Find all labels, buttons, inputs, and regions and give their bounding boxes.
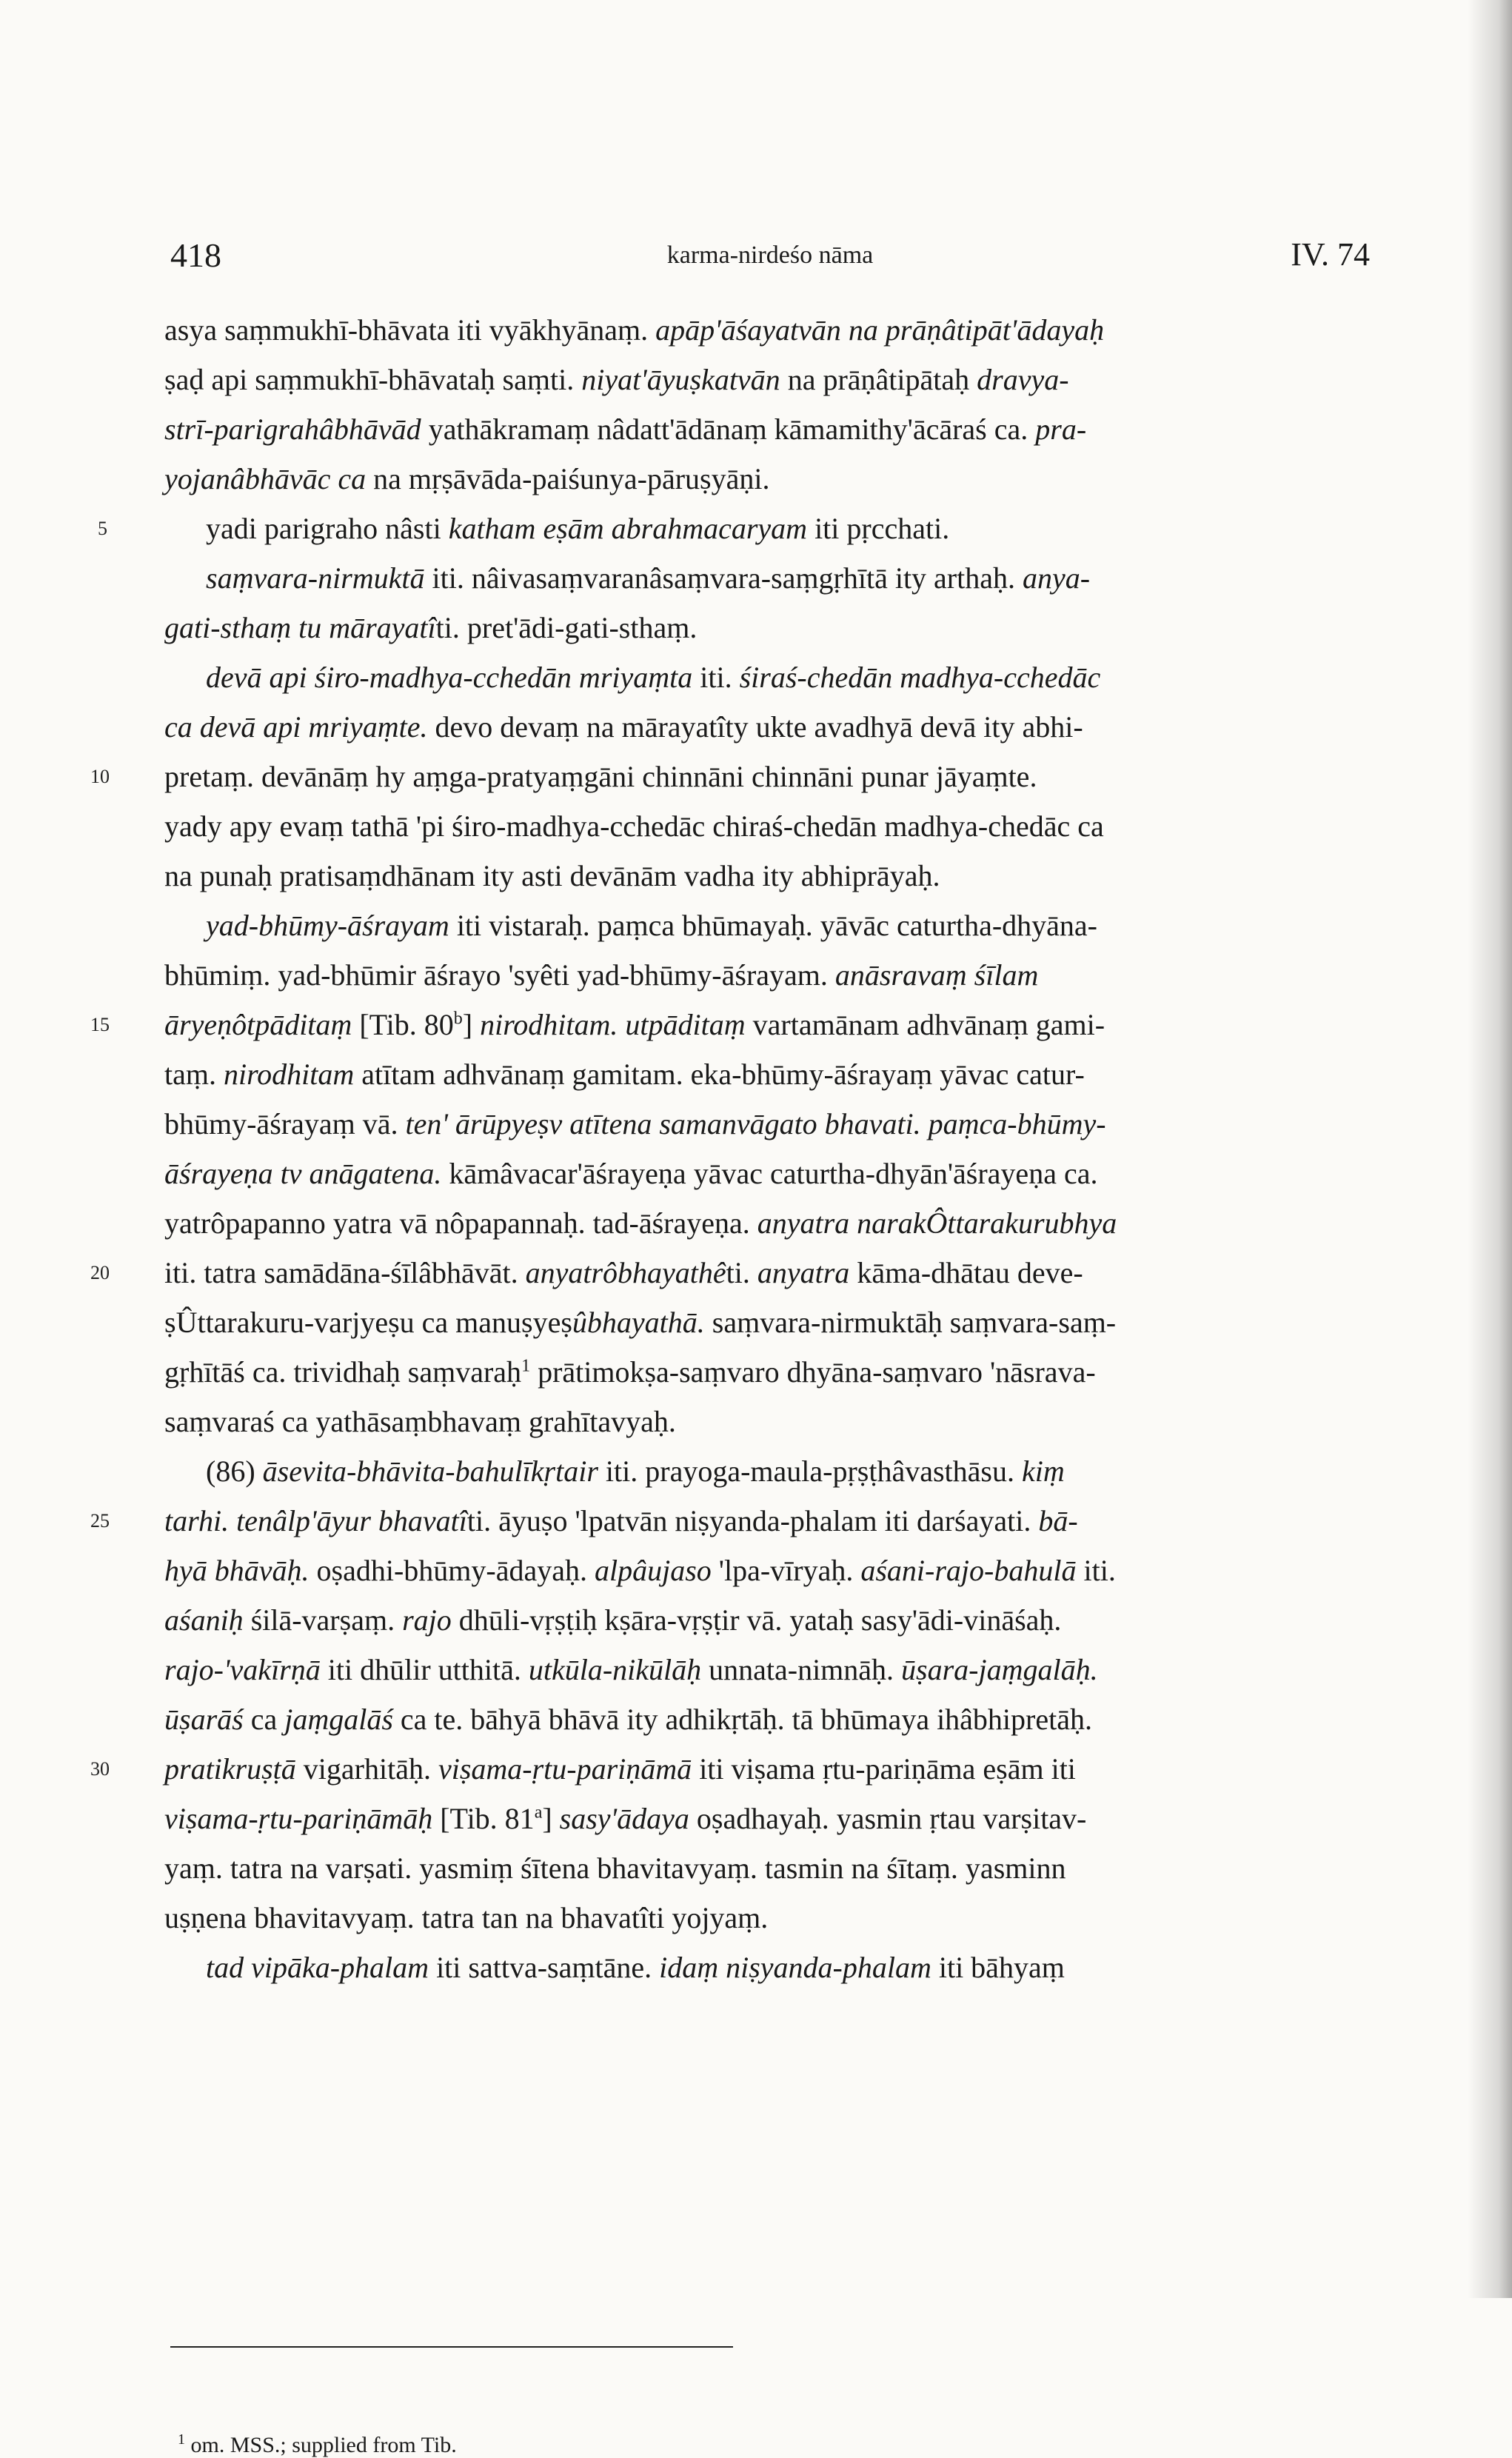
text-line: 25 tarhi. tenâlp'āyur bhavatîti. āyuṣo 'lpatvān niṣyanda-phalam iti darśayati. bā- <box>164 1496 1379 1546</box>
text-line: 15 āryeṇôtpāditaṃ [Tib. 80$^b$] nirodhitam. utpāditaṃ vartamānam adhvānaṃ gami- <box>164 1000 1379 1049</box>
text-line: strī-parigrahâbhāvād yathākramaṃ nâdatt'ādānaṃ kāmamithy'ācāraś ca. pra- <box>164 413 1087 446</box>
text-line: gṛhītāś ca. trividhaḥ saṃvaraḥ$^1$ prātimokṣa-saṃvaro dhyāna-saṃvaro 'nāsrava- <box>164 1355 1096 1389</box>
text-line: bhūmiṃ. yad-bhūmir āśrayo 'syêti yad-bhūmy-āśrayam. anāsravaṃ śīlam <box>164 958 1039 992</box>
footnote-text: om. MSS.; supplied from Tib. <box>190 2433 457 2457</box>
text-line: (86) āsevita-bhāvita-bahulīkṛtair iti. prayoga-maula-pṛṣṭhâvasthāsu. kiṃ <box>206 1455 1065 1488</box>
text-line: viṣama-ṛtu-pariṇāmāḥ [Tib. 81$^a$] sasy'ādaya oṣadhayaḥ. yasmin ṛtau varṣitav- <box>164 1802 1087 1835</box>
body-text <box>90 305 1379 1992</box>
text-line: 5 yadi parigraho nâsti katham eṣām abrahmacaryam iti pṛcchati. <box>164 504 1379 553</box>
text-line: 10 pretaṃ. devānāṃ hy aṃga-pratyaṃgāni chinnāni chinnāni punar jāyaṃte. <box>164 752 1379 801</box>
text-line: yojanâbhāvāc ca na mṛṣāvāda-paiśunya-pāruṣyāṇi. <box>164 462 770 495</box>
text-line: ṣÛttarakuru-varjyeṣu ca manuṣyeṣûbhayathā. saṃvara-nirmuktāḥ saṃvara-saṃ- <box>164 1306 1117 1339</box>
text-line: yady apy evaṃ tathā 'pi śiro-madhya-cchedāc chiraś-chedān madhya-chedāc ca <box>164 809 1104 843</box>
text-line: yaṃ. tatra na varṣati. yasmiṃ śītena bhavitavyaṃ. tasmin na śītaṃ. yasminn <box>164 1851 1066 1885</box>
line-number: 10 <box>90 766 110 787</box>
page-header <box>170 236 1370 280</box>
text-line: uṣṇena bhavitavyaṃ. tatra tan na bhavatîti yojyaṃ. <box>164 1901 769 1934</box>
section-reference: IV. 74 <box>1291 236 1370 273</box>
line-number: 5 <box>98 518 107 539</box>
text-line: bhūmy-āśrayaṃ vā. ten' ārūpyeṣv atītena samanvāgato bhavati. paṃca-bhūmy- <box>164 1107 1106 1141</box>
text-line: ṣaḍ api saṃmukhī-bhāvataḥ saṃti. niyat'āyuṣkatvān na prāṇâtipātaḥ dravya- <box>164 363 1069 396</box>
text-line: aśaniḥ śilā-varṣaṃ. rajo dhūli-vṛṣṭiḥ kṣāra-vṛṣṭir vā. yataḥ sasy'ādi-vināśaḥ. <box>164 1603 1062 1637</box>
text-line: na punaḥ pratisaṃdhānam ity asti devānām vadha ity abhiprāyaḥ. <box>164 859 940 892</box>
text-line: āśrayeṇa tv anāgatena. kāmâvacar'āśrayeṇa yāvac caturtha-dhyān'āśrayeṇa ca. <box>164 1157 1098 1190</box>
text-line: devā api śiro-madhya-cchedān mriyaṃta iti. śiraś-chedān madhya-cchedāc <box>206 661 1101 694</box>
footnote <box>178 2433 457 2458</box>
page-edge-shadow <box>1468 0 1512 2298</box>
text-line: hyā bhāvāḥ. oṣadhi-bhūmy-ādayaḥ. alpâujaso 'lpa-vīryaḥ. aśani-rajo-bahulā iti. <box>164 1554 1116 1587</box>
line-number: 15 <box>90 1014 110 1035</box>
page-number: 418 <box>170 236 221 274</box>
text-line: 30 pratikruṣṭā vigarhitāḥ. viṣama-ṛtu-pariṇāmā iti viṣama ṛtu-pariṇāma eṣām iti <box>164 1744 1379 1794</box>
text-line: yad-bhūmy-āśrayam iti vistaraḥ. paṃca bhūmayaḥ. yāvāc caturtha-dhyāna- <box>206 909 1097 942</box>
text-line: 20 iti. tatra samādāna-śīlâbhāvāt. anyatrôbhayathêti. anyatra kāma-dhātau deve- <box>164 1248 1379 1298</box>
text-line: yatrôpapanno yatra vā nôpapannaḥ. tad-āśrayeṇa. anyatra narakÔttarakurubhya <box>164 1206 1117 1240</box>
line-number: 20 <box>90 1262 110 1283</box>
text-line: asya saṃmukhī-bhāvata iti vyākhyānaṃ. apāp'āśayatvān na prāṇâtipāt'ādayaḥ <box>164 313 1105 347</box>
footnote-marker: 1 <box>178 2431 185 2448</box>
text-line: gati-sthaṃ tu mārayatîti. pret'ādi-gati-sthaṃ. <box>164 611 698 644</box>
text-line: tad vipāka-phalam iti sattva-saṃtāne. idaṃ niṣyanda-phalam iti bāhyaṃ <box>206 1951 1065 1984</box>
text-line: saṃvara-nirmuktā iti. nâivasaṃvaranâsaṃvara-saṃgṛhītā ity arthaḥ. anya- <box>206 561 1091 595</box>
text-line: taṃ. nirodhitam atītam adhvānaṃ gamitam. eka-bhūmy-āśrayaṃ yāvac catur- <box>164 1058 1085 1091</box>
footnote-rule <box>170 2346 733 2348</box>
text-line: ūṣarāś ca jaṃgalāś ca te. bāhyā bhāvā ity adhikṛtāḥ. tā bhūmaya ihâbhipretāḥ. <box>164 1703 1092 1736</box>
running-title: karma-nirdeśo nāma <box>666 241 874 269</box>
line-number: 25 <box>90 1510 110 1532</box>
line-number: 30 <box>90 1758 110 1780</box>
text-line: ca devā api mriyaṃte. devo devaṃ na mārayatîty ukte avadhyā devā ity abhi- <box>164 710 1083 744</box>
text-line: saṃvaraś ca yathāsaṃbhavaṃ grahītavyaḥ. <box>164 1405 676 1438</box>
text-line: rajo-'vakīrṇā iti dhūlir utthitā. utkūla-nikūlāḥ unnata-nimnāḥ. ūṣara-jaṃgalāḥ. <box>164 1653 1098 1686</box>
